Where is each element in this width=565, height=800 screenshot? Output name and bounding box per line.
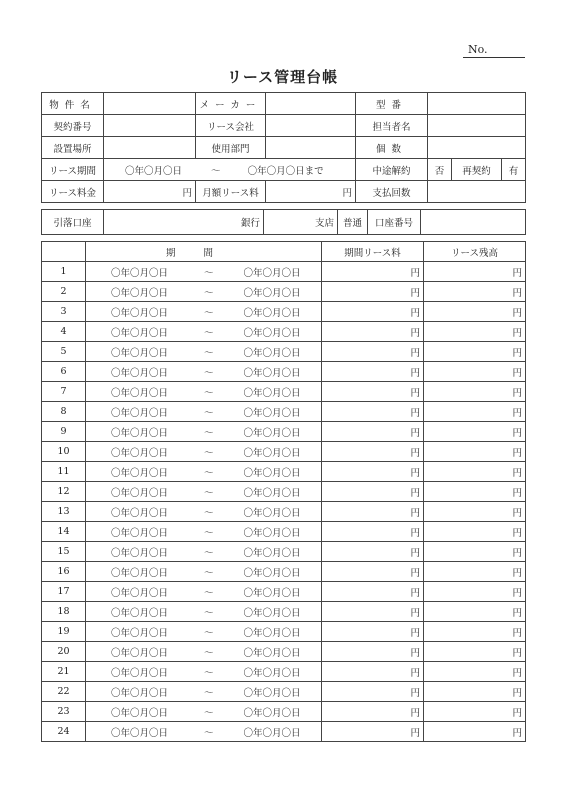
end-date: 〇年〇月〇日 bbox=[243, 367, 301, 379]
contract-number-label: 契約番号 bbox=[42, 115, 104, 137]
item-name-field[interactable] bbox=[104, 93, 196, 115]
fee-cell[interactable]: 円 bbox=[322, 522, 424, 542]
row-number: 23 bbox=[42, 702, 86, 722]
account-number-label: 口座番号 bbox=[368, 210, 421, 235]
cancel-label: 中途解約 bbox=[356, 159, 428, 181]
period-cell[interactable] bbox=[86, 262, 322, 282]
period-cell[interactable] bbox=[86, 302, 322, 322]
payment-count-label: 支払回数 bbox=[356, 181, 428, 203]
balance-cell[interactable]: 円 bbox=[424, 502, 526, 522]
fee-cell[interactable]: 円 bbox=[322, 702, 424, 722]
tilde: ～ bbox=[204, 487, 214, 499]
end-date: 〇年〇月〇日 bbox=[243, 667, 301, 679]
tilde: ～ bbox=[204, 307, 214, 319]
tilde: ～ bbox=[204, 687, 214, 699]
start-date: 〇年〇月〇日 bbox=[111, 447, 169, 459]
balance-cell[interactable]: 円 bbox=[424, 442, 526, 462]
table-row bbox=[42, 442, 526, 462]
fee-cell[interactable]: 円 bbox=[322, 482, 424, 502]
table-row bbox=[42, 502, 526, 522]
start-date: 〇年〇月〇日 bbox=[111, 267, 169, 279]
maker-label: メーカー bbox=[196, 93, 266, 115]
fee-cell[interactable]: 円 bbox=[322, 682, 424, 702]
end-date: 〇年〇月〇日 bbox=[243, 267, 301, 279]
period-cell[interactable] bbox=[86, 702, 322, 722]
start-date: 〇年〇月〇日 bbox=[111, 567, 169, 579]
payment-count-field[interactable] bbox=[428, 181, 526, 203]
period-cell[interactable] bbox=[86, 362, 322, 382]
period-header: 期間 bbox=[86, 242, 322, 262]
start-date: 〇年〇月〇日 bbox=[111, 287, 169, 299]
start-date: 〇年〇月〇日 bbox=[111, 527, 169, 539]
lease-company-field[interactable] bbox=[266, 115, 356, 137]
start-date: 〇年〇月〇日 bbox=[111, 727, 169, 739]
fee-cell[interactable]: 円 bbox=[322, 402, 424, 422]
fee-cell[interactable]: 円 bbox=[322, 722, 424, 742]
period-cell[interactable] bbox=[86, 402, 322, 422]
location-label: 設置場所 bbox=[42, 137, 104, 159]
contract-number-field[interactable] bbox=[104, 115, 196, 137]
row-number: 8 bbox=[42, 402, 86, 422]
start-date: 〇年〇月〇日 bbox=[111, 587, 169, 599]
row-number: 13 bbox=[42, 502, 86, 522]
row-number: 4 bbox=[42, 322, 86, 342]
table-row bbox=[42, 262, 526, 282]
fee-cell[interactable]: 円 bbox=[322, 262, 424, 282]
period-cell[interactable] bbox=[86, 382, 322, 402]
table-row bbox=[42, 522, 526, 542]
cancel-no[interactable]: 否 bbox=[428, 159, 452, 181]
fee-cell[interactable]: 円 bbox=[322, 322, 424, 342]
tilde: ～ bbox=[204, 547, 214, 559]
monthly-fee-label: 月額リース料 bbox=[196, 181, 266, 203]
start-date: 〇年〇月〇日 bbox=[111, 387, 169, 399]
fee-cell[interactable]: 円 bbox=[322, 642, 424, 662]
table-row bbox=[42, 482, 526, 502]
start-date: 〇年〇月〇日 bbox=[111, 667, 169, 679]
item-name-label: 物件名 bbox=[42, 93, 104, 115]
fee-cell[interactable]: 円 bbox=[322, 562, 424, 582]
end-date: 〇年〇月〇日 bbox=[243, 627, 301, 639]
tilde: ～ bbox=[204, 647, 214, 659]
department-field[interactable] bbox=[266, 137, 356, 159]
tilde: ～ bbox=[204, 467, 214, 479]
balance-cell[interactable]: 円 bbox=[424, 602, 526, 622]
period-cell[interactable] bbox=[86, 482, 322, 502]
row-number: 2 bbox=[42, 282, 86, 302]
period-cell[interactable] bbox=[86, 522, 322, 542]
tilde: ～ bbox=[204, 707, 214, 719]
balance-cell[interactable]: 円 bbox=[424, 282, 526, 302]
row-number: 19 bbox=[42, 622, 86, 642]
period-cell[interactable] bbox=[86, 582, 322, 602]
end-date: 〇年〇月〇日 bbox=[243, 707, 301, 719]
end-date: 〇年〇月〇日 bbox=[243, 407, 301, 419]
balance-cell[interactable]: 円 bbox=[424, 702, 526, 722]
balance-cell[interactable]: 円 bbox=[424, 302, 526, 322]
start-date: 〇年〇月〇日 bbox=[111, 467, 169, 479]
balance-cell[interactable]: 円 bbox=[424, 662, 526, 682]
fee-cell[interactable]: 円 bbox=[322, 302, 424, 322]
account-type: 普通 bbox=[338, 210, 368, 235]
row-number: 1 bbox=[42, 262, 86, 282]
row-number: 5 bbox=[42, 342, 86, 362]
end-date: 〇年〇月〇日 bbox=[243, 607, 301, 619]
period-cell[interactable] bbox=[86, 542, 322, 562]
table-row bbox=[42, 642, 526, 662]
lease-info-table bbox=[41, 92, 526, 203]
fee-cell[interactable]: 円 bbox=[322, 502, 424, 522]
end-date: 〇年〇月〇日 bbox=[243, 727, 301, 739]
lease-company-label: リース会社 bbox=[196, 115, 266, 137]
lease-ledger-table bbox=[41, 241, 526, 742]
balance-cell[interactable]: 円 bbox=[424, 402, 526, 422]
period-cell[interactable] bbox=[86, 602, 322, 622]
lease-fee-label: リース料金 bbox=[42, 181, 104, 203]
start-date: 〇年〇月〇日 bbox=[111, 367, 169, 379]
fee-cell[interactable]: 円 bbox=[322, 442, 424, 462]
fee-cell[interactable]: 円 bbox=[322, 382, 424, 402]
start-date: 〇年〇月〇日 bbox=[111, 327, 169, 339]
start-date: 〇年〇月〇日 bbox=[111, 707, 169, 719]
tilde: ～ bbox=[204, 287, 214, 299]
lease-fee-field[interactable]: 円 bbox=[104, 181, 196, 203]
bank-account-table bbox=[41, 209, 526, 235]
person-label: 担当者名 bbox=[356, 115, 428, 137]
debit-account-label: 引落口座 bbox=[42, 210, 104, 235]
account-number-field[interactable] bbox=[421, 210, 526, 235]
fee-cell[interactable]: 円 bbox=[322, 622, 424, 642]
quantity-field[interactable] bbox=[428, 137, 526, 159]
start-date: 〇年〇月〇日 bbox=[111, 547, 169, 559]
row-number-header bbox=[42, 242, 86, 262]
balance-cell[interactable]: 円 bbox=[424, 722, 526, 742]
start-date: 〇年〇月〇日 bbox=[111, 647, 169, 659]
table-row bbox=[42, 382, 526, 402]
table-row bbox=[42, 302, 526, 322]
period-cell[interactable] bbox=[86, 442, 322, 462]
model-field[interactable] bbox=[428, 93, 526, 115]
lease-period-field[interactable] bbox=[104, 159, 356, 181]
tilde: ～ bbox=[204, 727, 214, 739]
period-cell[interactable] bbox=[86, 462, 322, 482]
balance-cell[interactable]: 円 bbox=[424, 622, 526, 642]
tilde: ～ bbox=[204, 367, 214, 379]
start-date: 〇年〇月〇日 bbox=[111, 307, 169, 319]
period-cell[interactable] bbox=[86, 422, 322, 442]
tilde: ～ bbox=[204, 587, 214, 599]
fee-cell[interactable]: 円 bbox=[322, 662, 424, 682]
tilde: ～ bbox=[204, 507, 214, 519]
row-number: 9 bbox=[42, 422, 86, 442]
end-date: 〇年〇月〇日 bbox=[243, 547, 301, 559]
tilde: ～ bbox=[204, 347, 214, 359]
balance-cell[interactable]: 円 bbox=[424, 642, 526, 662]
table-row bbox=[42, 282, 526, 302]
table-row bbox=[42, 422, 526, 442]
start-date: 〇年〇月〇日 bbox=[111, 507, 169, 519]
end-date: 〇年〇月〇日 bbox=[243, 287, 301, 299]
table-row bbox=[42, 402, 526, 422]
period-cell[interactable] bbox=[86, 342, 322, 362]
start-date: 〇年〇月〇日 bbox=[111, 347, 169, 359]
row-number: 17 bbox=[42, 582, 86, 602]
maker-field[interactable] bbox=[266, 93, 356, 115]
table-row bbox=[42, 622, 526, 642]
balance-cell[interactable]: 円 bbox=[424, 262, 526, 282]
row-number: 6 bbox=[42, 362, 86, 382]
balance-cell[interactable]: 円 bbox=[424, 542, 526, 562]
tilde: ～ bbox=[204, 327, 214, 339]
end-date: 〇年〇月〇日 bbox=[243, 587, 301, 599]
balance-cell[interactable]: 円 bbox=[424, 522, 526, 542]
table-row bbox=[42, 682, 526, 702]
number-field[interactable] bbox=[463, 57, 525, 58]
lease-end-date: 〇年〇月〇日まで bbox=[247, 165, 324, 177]
period-cell[interactable] bbox=[86, 722, 322, 742]
row-number: 15 bbox=[42, 542, 86, 562]
balance-cell[interactable]: 円 bbox=[424, 322, 526, 342]
recontract-yes[interactable]: 有 bbox=[502, 159, 526, 181]
fee-cell[interactable]: 円 bbox=[322, 602, 424, 622]
tilde: ～ bbox=[204, 567, 214, 579]
row-number: 3 bbox=[42, 302, 86, 322]
tilde: ～ bbox=[204, 387, 214, 399]
lease-period-label: リース期間 bbox=[42, 159, 104, 181]
balance-cell[interactable]: 円 bbox=[424, 422, 526, 442]
tilde: ～ bbox=[204, 447, 214, 459]
fee-cell[interactable]: 円 bbox=[322, 462, 424, 482]
start-date: 〇年〇月〇日 bbox=[111, 607, 169, 619]
balance-cell[interactable]: 円 bbox=[424, 342, 526, 362]
row-number: 22 bbox=[42, 682, 86, 702]
lease-period-tilde: ～ bbox=[211, 165, 221, 177]
row-number: 21 bbox=[42, 662, 86, 682]
balance-cell[interactable]: 円 bbox=[424, 462, 526, 482]
table-row bbox=[42, 602, 526, 622]
period-cell[interactable] bbox=[86, 662, 322, 682]
period-cell[interactable] bbox=[86, 322, 322, 342]
end-date: 〇年〇月〇日 bbox=[243, 567, 301, 579]
period-cell[interactable] bbox=[86, 622, 322, 642]
page-title: リース管理台帳 bbox=[226, 68, 339, 86]
table-row bbox=[42, 582, 526, 602]
period-cell[interactable] bbox=[86, 502, 322, 522]
tilde: ～ bbox=[204, 407, 214, 419]
end-date: 〇年〇月〇日 bbox=[243, 387, 301, 399]
balance-cell[interactable]: 円 bbox=[424, 682, 526, 702]
row-number: 14 bbox=[42, 522, 86, 542]
table-row bbox=[42, 662, 526, 682]
tilde: ～ bbox=[204, 667, 214, 679]
period-cell[interactable] bbox=[86, 642, 322, 662]
table-row bbox=[42, 322, 526, 342]
table-row bbox=[42, 562, 526, 582]
number-label: No. bbox=[468, 43, 488, 56]
row-number: 11 bbox=[42, 462, 86, 482]
table-row bbox=[42, 362, 526, 382]
location-field[interactable] bbox=[104, 137, 196, 159]
table-row bbox=[42, 542, 526, 562]
model-label: 型番 bbox=[356, 93, 428, 115]
start-date: 〇年〇月〇日 bbox=[111, 687, 169, 699]
balance-cell[interactable]: 円 bbox=[424, 362, 526, 382]
end-date: 〇年〇月〇日 bbox=[243, 647, 301, 659]
end-date: 〇年〇月〇日 bbox=[243, 467, 301, 479]
table-row bbox=[42, 702, 526, 722]
balance-header: リース残高 bbox=[424, 242, 526, 262]
period-cell[interactable] bbox=[86, 682, 322, 702]
row-number: 12 bbox=[42, 482, 86, 502]
tilde: ～ bbox=[204, 607, 214, 619]
start-date: 〇年〇月〇日 bbox=[111, 627, 169, 639]
end-date: 〇年〇月〇日 bbox=[243, 427, 301, 439]
tilde: ～ bbox=[204, 267, 214, 279]
start-date: 〇年〇月〇日 bbox=[111, 427, 169, 439]
recontract-label: 再契約 bbox=[452, 159, 502, 181]
balance-cell[interactable]: 円 bbox=[424, 382, 526, 402]
table-row bbox=[42, 722, 526, 742]
fee-cell[interactable]: 円 bbox=[322, 362, 424, 382]
period-cell[interactable] bbox=[86, 282, 322, 302]
monthly-fee-field[interactable]: 円 bbox=[266, 181, 356, 203]
end-date: 〇年〇月〇日 bbox=[243, 307, 301, 319]
table-row bbox=[42, 342, 526, 362]
fee-header: 期間リース料 bbox=[322, 242, 424, 262]
bank-name-field[interactable]: 銀行 bbox=[104, 210, 264, 235]
fee-cell[interactable]: 円 bbox=[322, 542, 424, 562]
row-number: 20 bbox=[42, 642, 86, 662]
end-date: 〇年〇月〇日 bbox=[243, 347, 301, 359]
end-date: 〇年〇月〇日 bbox=[243, 447, 301, 459]
tilde: ～ bbox=[204, 627, 214, 639]
department-label: 使用部門 bbox=[196, 137, 266, 159]
end-date: 〇年〇月〇日 bbox=[243, 327, 301, 339]
balance-cell[interactable]: 円 bbox=[424, 582, 526, 602]
branch-field[interactable]: 支店 bbox=[264, 210, 338, 235]
fee-cell[interactable]: 円 bbox=[322, 282, 424, 302]
fee-cell[interactable]: 円 bbox=[322, 422, 424, 442]
tilde: ～ bbox=[204, 527, 214, 539]
lease-start-date: 〇年〇月〇日 bbox=[125, 165, 183, 177]
row-number: 16 bbox=[42, 562, 86, 582]
end-date: 〇年〇月〇日 bbox=[243, 507, 301, 519]
row-number: 18 bbox=[42, 602, 86, 622]
row-number: 10 bbox=[42, 442, 86, 462]
balance-cell[interactable]: 円 bbox=[424, 482, 526, 502]
person-field[interactable] bbox=[428, 115, 526, 137]
fee-cell[interactable]: 円 bbox=[322, 582, 424, 602]
end-date: 〇年〇月〇日 bbox=[243, 527, 301, 539]
end-date: 〇年〇月〇日 bbox=[243, 687, 301, 699]
start-date: 〇年〇月〇日 bbox=[111, 487, 169, 499]
row-number: 7 bbox=[42, 382, 86, 402]
end-date: 〇年〇月〇日 bbox=[243, 487, 301, 499]
tilde: ～ bbox=[204, 427, 214, 439]
period-cell[interactable] bbox=[86, 562, 322, 582]
start-date: 〇年〇月〇日 bbox=[111, 407, 169, 419]
quantity-label: 個数 bbox=[356, 137, 428, 159]
balance-cell[interactable]: 円 bbox=[424, 562, 526, 582]
fee-cell[interactable]: 円 bbox=[322, 342, 424, 362]
table-row bbox=[42, 462, 526, 482]
row-number: 24 bbox=[42, 722, 86, 742]
